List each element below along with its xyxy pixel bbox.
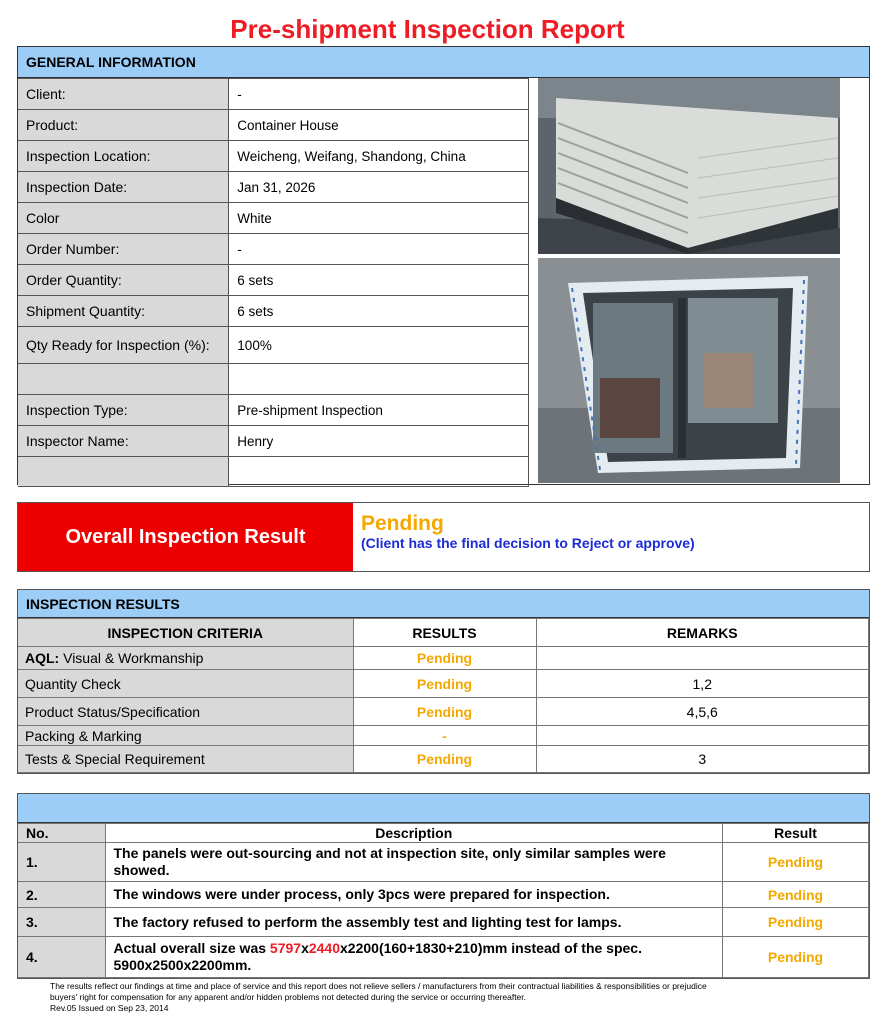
general-information-table	[18, 78, 529, 487]
inspection-results-table	[18, 618, 869, 773]
finding-number: 3.	[18, 908, 105, 937]
info-value	[229, 364, 529, 395]
actual-width: 2440	[308, 940, 341, 956]
info-value: 6 sets	[229, 265, 529, 296]
finding-result: Pending	[723, 843, 869, 882]
info-value: 6 sets	[229, 296, 529, 327]
size-text: Actual overall size was	[113, 940, 270, 956]
info-label: Inspector Name:	[18, 426, 229, 457]
info-value: -	[229, 79, 529, 110]
finding-description	[105, 937, 723, 978]
table-row	[18, 726, 869, 746]
result-cell: -	[353, 726, 536, 746]
finding-result: Pending	[723, 908, 869, 937]
window-frame-photo	[538, 258, 840, 483]
info-row-client	[18, 79, 529, 110]
remarks-cell: 1,2	[536, 670, 869, 698]
findings-heading	[18, 794, 869, 823]
info-row-inspector	[18, 426, 529, 457]
info-row-empty	[18, 457, 529, 487]
finding-result: Pending	[723, 882, 869, 908]
inspection-results-heading: INSPECTION RESULTS	[18, 590, 869, 618]
info-value: 100%	[229, 327, 529, 364]
remarks-cell: 4,5,6	[536, 698, 869, 726]
info-value: White	[229, 203, 529, 234]
info-label: Color	[18, 203, 229, 234]
info-value: Jan 31, 2026	[229, 172, 529, 203]
table-row	[18, 670, 869, 698]
disclaimer-line: The results reflect our findings at time and place of service and this report does not relieve sellers / manufacturers from their contractual liabilities & responsibilities or prejudice	[50, 981, 707, 991]
info-row-order-number	[18, 234, 529, 265]
info-label: Qty Ready for Inspection (%):	[18, 327, 229, 364]
inspection-results-section	[17, 589, 870, 774]
criteria-cell	[18, 647, 353, 670]
criteria-cell: Tests & Special Requirement	[18, 746, 353, 773]
info-value: Container House	[229, 110, 529, 141]
criteria-column-header: INSPECTION CRITERIA	[18, 619, 353, 647]
result-cell: Pending	[353, 647, 536, 670]
result-cell: Pending	[353, 698, 536, 726]
disclaimer-footer	[50, 981, 850, 1014]
table-row	[18, 746, 869, 773]
remarks-cell	[536, 726, 869, 746]
results-column-header: RESULTS	[353, 619, 536, 647]
info-label: Inspection Location:	[18, 141, 229, 172]
table-row	[18, 937, 869, 978]
info-label: Product:	[18, 110, 229, 141]
table-row	[18, 698, 869, 726]
info-label: Inspection Date:	[18, 172, 229, 203]
description-column-header: Description	[105, 824, 723, 843]
finding-number: 2.	[18, 882, 105, 908]
info-row-empty	[18, 364, 529, 395]
overall-result-value	[353, 503, 695, 571]
info-value	[229, 457, 529, 487]
disclaimer-line: buyers' right for compensation for any apparent and/or hidden problems not detected during the service or occurring thereafter.	[50, 992, 527, 1002]
size-separator: x	[301, 940, 309, 956]
info-row-color	[18, 203, 529, 234]
finding-number: 4.	[18, 937, 105, 978]
revision-line: Rev.05 Issued on Sep 23, 2014	[50, 1003, 169, 1013]
finding-description: The windows were under process, only 3pcs were prepared for inspection.	[105, 882, 723, 908]
table-row	[18, 908, 869, 937]
general-information-section	[17, 46, 870, 485]
overall-result-box	[17, 502, 870, 572]
actual-length: 5797	[269, 940, 302, 956]
result-column-header: Result	[723, 824, 869, 843]
table-row	[18, 882, 869, 908]
table-row	[18, 843, 869, 882]
info-label: Inspection Type:	[18, 395, 229, 426]
info-row-product	[18, 110, 529, 141]
info-label: Order Quantity:	[18, 265, 229, 296]
info-row-location	[18, 141, 529, 172]
info-row-order-quantity	[18, 265, 529, 296]
overall-note: (Client has the final decision to Reject or approve)	[361, 535, 695, 551]
general-information-heading: GENERAL INFORMATION	[18, 47, 869, 78]
criteria-cell: Quantity Check	[18, 670, 353, 698]
info-row-date	[18, 172, 529, 203]
info-value: Henry	[229, 426, 529, 457]
info-row-inspection-type	[18, 395, 529, 426]
aql-prefix: AQL:	[25, 650, 60, 666]
criteria-text: Visual & Workmanship	[59, 650, 204, 666]
info-row-shipment-quantity	[18, 296, 529, 327]
info-value: -	[229, 234, 529, 265]
table-row	[18, 647, 869, 670]
info-label: Shipment Quantity:	[18, 296, 229, 327]
result-cell: Pending	[353, 746, 536, 773]
finding-description: The factory refused to perform the assembly test and lighting test for lamps.	[105, 908, 723, 937]
no-column-header: No.	[18, 824, 105, 843]
finding-description: The panels were out-sourcing and not at inspection site, only similar samples were showed.	[105, 843, 723, 882]
finding-result: Pending	[723, 937, 869, 978]
overall-status: Pending	[361, 512, 444, 535]
finding-number: 1.	[18, 843, 105, 882]
product-photos	[538, 78, 840, 483]
remarks-cell: 3	[536, 746, 869, 773]
info-label: Order Number:	[18, 234, 229, 265]
info-label	[18, 364, 229, 395]
info-value: Pre-shipment Inspection	[229, 395, 529, 426]
info-row-qty-ready	[18, 327, 529, 364]
criteria-cell: Product Status/Specification	[18, 698, 353, 726]
findings-table	[18, 823, 869, 978]
size-rest: x2200(160+1830+210)mm instead of the spec. 5900x2500x2200mm.	[113, 940, 642, 973]
container-panels-photo	[538, 78, 840, 254]
remarks-column-header: REMARKS	[536, 619, 869, 647]
results-header-row	[18, 619, 869, 647]
findings-section	[17, 793, 870, 979]
info-label: Client:	[18, 79, 229, 110]
report-title: Pre-shipment Inspection Report	[230, 14, 625, 44]
criteria-cell: Packing & Marking	[18, 726, 353, 746]
remarks-cell	[536, 647, 869, 670]
info-value: Weicheng, Weifang, Shandong, China	[229, 141, 529, 172]
info-label	[18, 457, 229, 487]
overall-result-label: Overall Inspection Result	[18, 503, 353, 571]
findings-header-row	[18, 824, 869, 843]
result-cell: Pending	[353, 670, 536, 698]
